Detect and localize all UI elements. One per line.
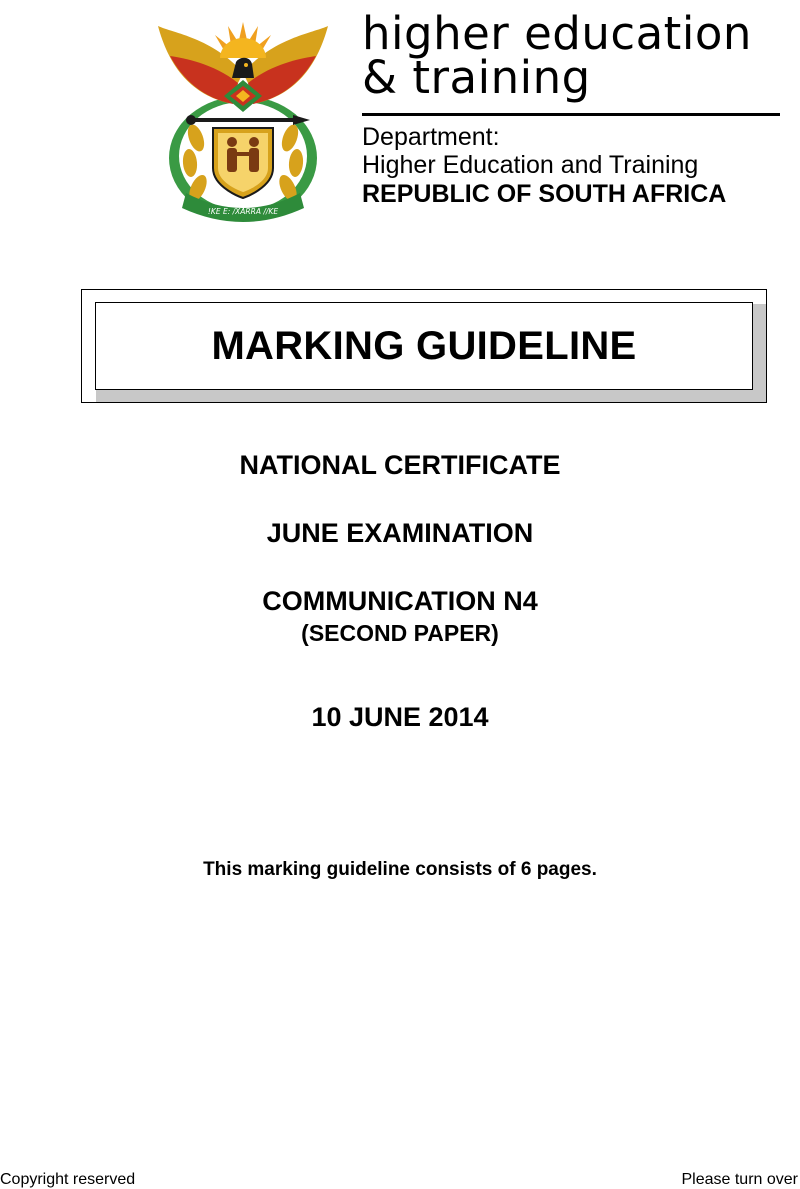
exam-date: 10 JUNE 2014 (311, 702, 489, 732)
brand-line-2: & training (362, 51, 591, 104)
title-frame-bevel-left (82, 290, 96, 402)
title-box (95, 302, 753, 390)
paper-heading: (SECOND PAPER) (301, 620, 499, 646)
department-branding (362, 7, 782, 208)
country-name: REPUBLIC OF SOUTH AFRICA (362, 180, 727, 208)
certificate-heading: NATIONAL CERTIFICATE (239, 450, 561, 480)
brand-divider (362, 113, 780, 116)
coat-of-arms-icon (158, 18, 328, 223)
department-label: Department: (362, 123, 500, 151)
department-block (362, 123, 726, 209)
department-name: Higher Education and Training (362, 151, 699, 179)
subject-heading: COMMUNICATION N4 (262, 586, 538, 616)
brand-line-1: higher education (362, 7, 752, 60)
crest-motto: !KE E: /XARRA //KE (207, 207, 279, 216)
footer-copyright: Copyright reserved (0, 1171, 136, 1188)
footer-turn-over: Please turn over (681, 1171, 798, 1188)
page-count-note: This marking guideline consists of 6 pages. (203, 859, 597, 880)
examination-heading: JUNE EXAMINATION (266, 518, 534, 548)
title-frame (81, 289, 767, 403)
document-title: MARKING GUIDELINE (211, 323, 637, 368)
